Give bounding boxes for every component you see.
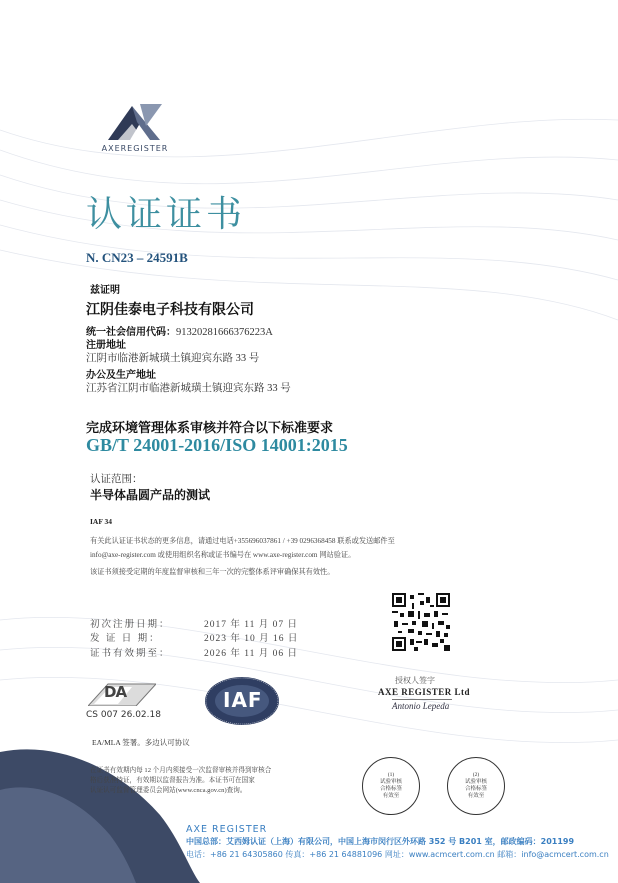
stamp-2-line-2: 试验审核 — [464, 779, 487, 785]
audit-stamp-1 — [362, 757, 420, 815]
footer-contact: 电话：+86 21 64305860 传真：+86 21 64881096 网址：www.acmcert.com.cn 邮箱：info@acmcert.com.cn — [186, 850, 609, 859]
mla-text: EA/MLA 签署。多边认可协议 — [92, 738, 190, 747]
registered-address: 江阴市临港新城璜土镇迎宾东路 33 号 — [86, 353, 260, 364]
date-label-issue: 发 证 日 期： — [90, 634, 161, 644]
info-line-3: 该证书须接受定期的年度监督审核和三年一次的完整体系评审确保其有效性。 — [90, 568, 335, 576]
stamp-1-line-3: 合格标签 — [379, 786, 402, 792]
stamp-2-line-3: 合格标签 — [464, 786, 487, 792]
axe-register-logo-icon — [104, 100, 164, 144]
da-logo-text: DA — [104, 683, 127, 701]
scope-text: 半导体晶圆产品的测试 — [90, 488, 211, 502]
footer-address: 中国总部：艾西姆认证（上海）有限公司，中国上海市闵行区外环路 352 号 B201 室，邮政编码：201199 — [186, 837, 575, 846]
certificate-title: 认证证书 — [86, 194, 247, 235]
date-label-initial: 初次注册日期： — [90, 620, 171, 630]
validity-note-1: 在证书有效期内每 12 个月内须接受一次监督审核并得到审核合 — [90, 767, 272, 774]
date-value-initial: 2017 年 11 月 07 日 — [204, 620, 299, 630]
standard-heading: 完成环境管理体系审核并符合以下标准要求 — [86, 421, 334, 436]
standard-code: GB/T 24001-2016/ISO 14001:2015 — [86, 435, 348, 455]
iaf-logo-text: IAF — [223, 688, 263, 712]
stamp-1-line-4: 有效至 — [382, 793, 400, 799]
logo-brand-text: AXEREGISTER — [101, 144, 169, 153]
da-code: CS 007 26.02.18 — [86, 710, 161, 720]
office-address: 江苏省江阴市临港新城璜土镇迎宾东路 33 号 — [86, 383, 291, 394]
stamp-1-line-1: (1) — [387, 772, 395, 778]
stamp-2-line-1: (2) — [472, 772, 480, 778]
credit-code-label: 统一社会信用代码： — [86, 327, 176, 338]
office-address-label: 办公及生产地址 — [86, 370, 156, 381]
certify-label: 兹证明 — [90, 285, 120, 296]
stamp-2-line-4: 有效至 — [467, 793, 485, 799]
certificate-number: N. CN23 – 24591B — [86, 250, 188, 265]
info-line-1: 有关此认证证书状态的更多信息，请通过电话+355696037861 / +39 0296368458 联系或发送邮件至 — [90, 537, 395, 545]
validity-note-3: 认证认可监督管理委员会网站(www.cnca.gov.cn)查询。 — [90, 787, 247, 794]
date-value-issue: 2023 年 10 月 16 日 — [204, 634, 299, 644]
audit-stamp-2 — [447, 757, 505, 815]
iaf-code: IAF 34 — [90, 517, 113, 526]
info-line-2: info@axe-register.com 或使用组织名称或证书编号在 www.axe-register.com 网站验证。 — [90, 551, 356, 559]
company-name: 江阴佳泰电子科技有限公司 — [86, 302, 254, 318]
verification-qr-code[interactable] — [392, 593, 450, 651]
validity-note-2: 格后获准持证，有效期以监督报告为准。本证书可在国家 — [90, 777, 255, 784]
scope-label: 认证范围： — [90, 474, 143, 485]
date-label-expiry: 证书有效期至： — [90, 649, 171, 659]
stamp-1-line-2: 试验审核 — [379, 779, 402, 785]
date-value-expiry: 2026 年 11 月 06 日 — [204, 649, 299, 659]
signatory-label: 授权人签字 — [395, 676, 435, 685]
signatory-company: AXE REGISTER Ltd — [378, 687, 471, 697]
credit-code-value: 91320281666376223A — [176, 327, 273, 338]
registered-address-label: 注册地址 — [86, 340, 126, 351]
footer-brand: AXE REGISTER — [186, 824, 268, 835]
signature: Antonio Lepeda — [392, 699, 452, 711]
